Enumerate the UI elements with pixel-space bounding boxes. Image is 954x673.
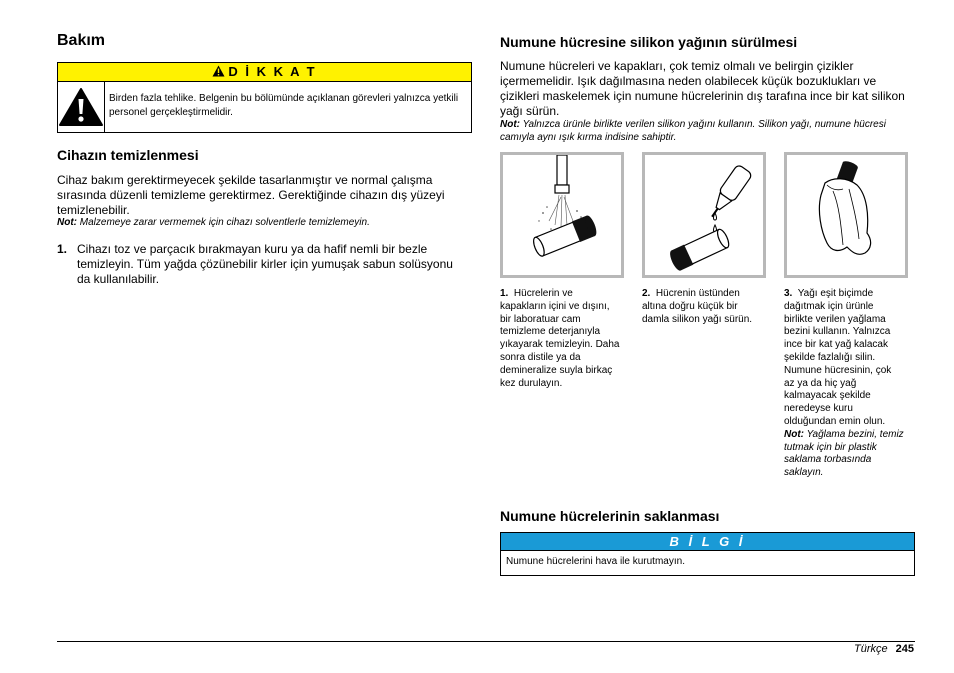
page-number: 245 (895, 643, 914, 655)
illustration-row (500, 152, 915, 278)
caution-box (57, 62, 472, 133)
cleaning-paragraph: Cihaz bakım gerektirmeyecek şekilde tasarlanmıştır ve normal çalışma sırasında düzenli temizleme gerektirmez. Gerektiğinde cihazın dış yüzeyi temizlenebilir. (57, 173, 445, 217)
heading-apply-silicone-oil: Numune hücresine silikon yağının sürülmesi (500, 34, 798, 50)
heading-cell-storage: Numune hücrelerinin saklanması (500, 508, 720, 524)
oil-paragraph: Numune hücreleri ve kapakları, çok temiz olmalı ve belirgin çizikler içermemelidir. Işık dağılmasına neden olabilecek küçük bozuklukları ve çizikleri maskelemek için numune hücrelerinin dış tarafına ince bir kat silikon yağı sürün. (500, 59, 905, 118)
list-item (57, 242, 467, 287)
cleaning-note (57, 216, 467, 229)
notice-header: B İ L G İ (501, 533, 914, 551)
step-text: Yağı eşit biçimde dağıtmak için ürünle birlikte verilen yağlama bezini kullanın. Yalnızca ince bir kat yağ kalacak şekilde fazlalığı silin. Numune hücresinin, çok az ya da hiç yağ kalmayacak şekilde neredeyse kuru olduğundan emin olun. (784, 288, 892, 427)
heading-device-cleaning: Cihazın temizlenmesi (57, 147, 199, 163)
page-footer (854, 643, 914, 655)
caption-step-2 (642, 288, 762, 326)
cleaning-steps (57, 242, 467, 287)
caption-step-3 (784, 288, 904, 480)
step-text: Hücrelerin ve kapakların içini ve dışını, bir laboratuar cam temizleme deterjanıyla yıkayarak temizleyin. Daha sonra distile ya da demineralize suyla birkaç kez durulayın. (500, 288, 620, 389)
caution-text: Birden fazla tehlike. Belgenin bu bölümünde açıklanan görevleri yalnızca yetkili personel gerçekleştirmelidir. (109, 93, 459, 118)
note-text: Malzemeye zarar vermemek için cihazı solventlerle temizlemeyin. (77, 217, 370, 228)
caution-header (58, 63, 471, 82)
note-text: Yalnızca ürünle birlikte verilen silikon yağını kullanın. Silikon yağı, numune hücresi camıyla aynı ışık kırma indisine sahiptir. (500, 119, 886, 143)
notice-box (500, 532, 915, 576)
caution-icon-cell (58, 82, 105, 132)
note-text: Yağlama bezini, temiz tutmak için bir plastik saklama torbasında saklayın. (784, 428, 904, 479)
oiling-cloth-icon (787, 155, 905, 275)
note-label: Not: (784, 428, 804, 440)
illustration-oil-drop (642, 152, 766, 278)
illustration-wash-cell (500, 152, 624, 278)
illustration-oiling-cloth (784, 152, 908, 278)
note-label: Not: (57, 217, 77, 228)
step-number: 2. (642, 288, 651, 299)
step-3-note (784, 429, 904, 480)
step-number: 3. (784, 288, 793, 299)
footer-language: Türkçe (854, 643, 888, 655)
notice-text: Numune hücrelerini hava ile kurutmayın. (506, 556, 685, 567)
caption-step-1 (500, 288, 620, 390)
oil-note (500, 118, 912, 144)
step-number: 1. (57, 242, 68, 256)
step-number: 1. (500, 288, 509, 299)
step-text: Cihazı toz ve parçacık bırakmayan kuru ya da hafif nemli bir bezle temizleyin. Tüm yağda çözünebilir kirler için yumuşak sabun solüsyonu da kullanılabilir. (77, 242, 453, 286)
oil-dropper-icon (645, 155, 763, 275)
caution-label: D İ K K A T (228, 64, 317, 79)
rinsing-cell-icon (503, 155, 621, 275)
warning-triangle-icon (212, 65, 225, 77)
footer-divider (57, 641, 915, 642)
exclamation-triangle-icon (58, 87, 104, 127)
note-label: Not: (500, 119, 520, 130)
step-text: Hücrenin üstünden altına doğru küçük bir damla silikon yağı sürün. (642, 288, 753, 325)
section-title-maintenance: Bakım (57, 32, 106, 49)
